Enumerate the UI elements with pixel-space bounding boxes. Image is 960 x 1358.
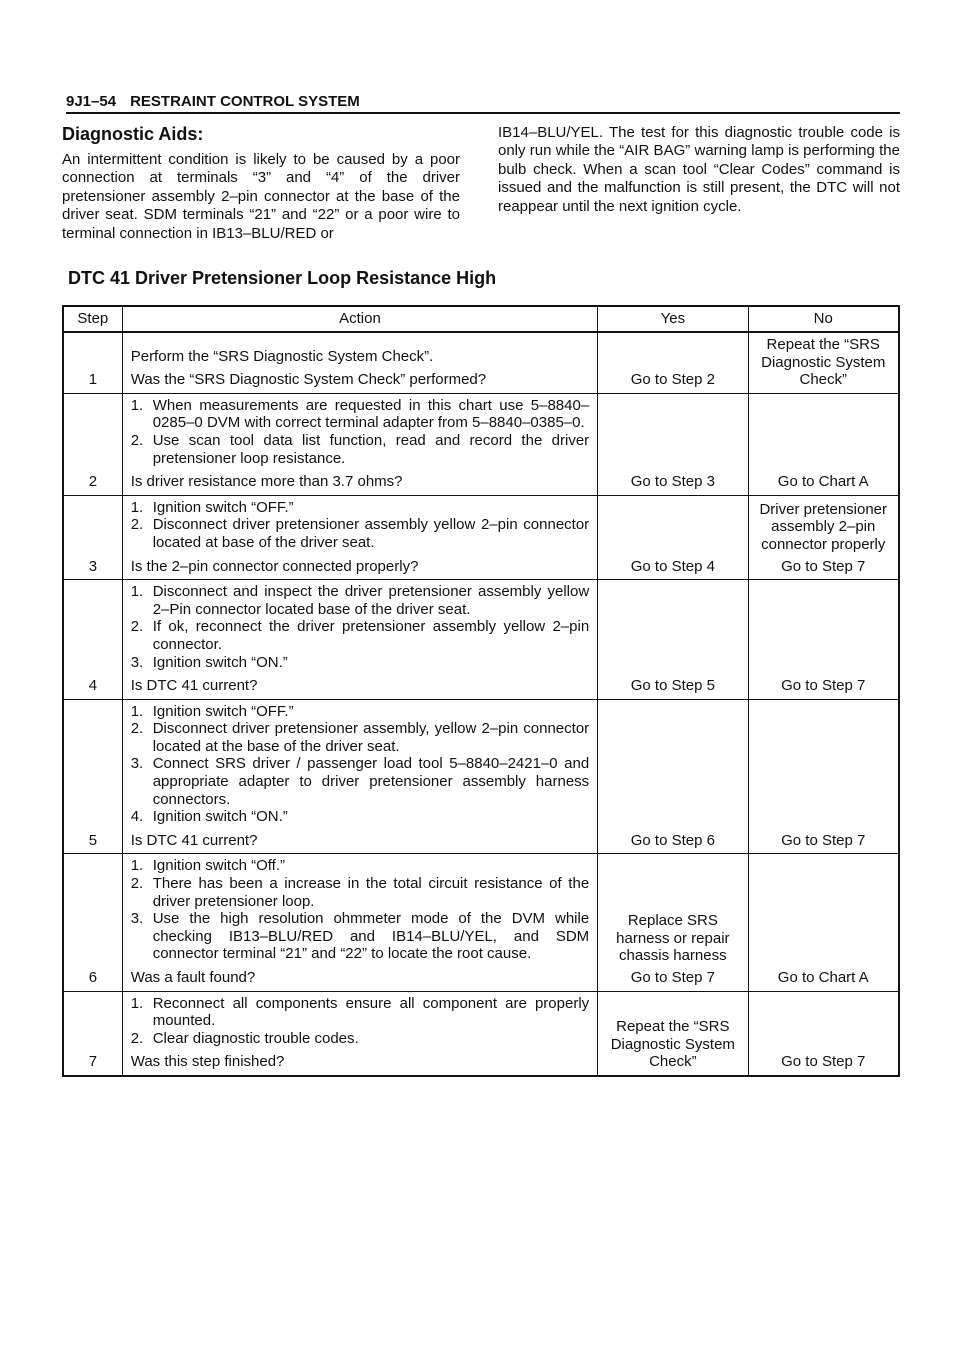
- action-step-text: Connect SRS driver / passenger load tool 5–8840–2421–0 and appropriate adapter to driver pretensioner assembly harness connectors.: [152, 755, 590, 808]
- action-step-text: Disconnect and inspect the driver pretensioner assembly yellow 2–Pin connector located base of the driver seat.: [152, 583, 590, 618]
- yes-cell: [598, 332, 748, 393]
- no-cell: [748, 854, 899, 991]
- table-header-row: [63, 306, 899, 332]
- no-result: Go to Step 7: [781, 677, 866, 695]
- no-result: Go to Chart A: [777, 969, 869, 986]
- diagnostic-aids-text-right: IB14–BLU/YEL. The test for this diagnostic trouble code is only run while the “AIR BAG” warning lamp is performing the bulb check. When a scan tool “Clear Codes” command is issued and the malfunction is still present, the DTC will not reappear until the next ignition cycle.: [498, 124, 900, 215]
- action-step-number: 1.: [130, 583, 144, 601]
- action-step-number: 1.: [130, 498, 144, 516]
- action-cell: [122, 854, 597, 991]
- action-step-text: Ignition switch “OFF.”: [152, 702, 294, 720]
- action-cell: [122, 991, 597, 1076]
- action-question: Was the “SRS Diagnostic System Check” performed?: [130, 371, 487, 389]
- action-question: Is DTC 41 current?: [130, 677, 258, 695]
- action-step-text: There has been a increase in the total circuit resistance of the driver pretensioner loop.: [152, 875, 590, 910]
- action-step-text: Disconnect driver pretensioner assembly, yellow 2–pin connector located at the base of the driver seat.: [152, 720, 590, 755]
- diagnostic-aids-left-column: [62, 124, 460, 243]
- table-row: [63, 854, 899, 991]
- action-step-number: 1.: [130, 396, 144, 414]
- table-row: [63, 699, 899, 854]
- yes-cell: [598, 495, 748, 579]
- action-step-text: Ignition switch “ON.”: [152, 808, 288, 826]
- action-steps-list: [131, 397, 589, 467]
- yes-cell: [598, 854, 748, 991]
- action-cell: [122, 580, 597, 700]
- action-step-number: 1.: [130, 857, 144, 875]
- action-step-number: 4.: [130, 808, 144, 826]
- action-step-item: [131, 1030, 589, 1048]
- action-step-text: Clear diagnostic trouble codes.: [152, 1029, 359, 1047]
- yes-result: Go to Step 5: [630, 677, 715, 695]
- table-row: [63, 580, 899, 700]
- yes-result: Go to Step 4: [630, 557, 715, 575]
- no-cell: [748, 393, 899, 495]
- diagnostic-aids-text-left: An intermittent condition is likely to be caused by a poor connection at terminals “3” and “4” of the driver pretensioner assembly 2–pin connector at the base of the driver seat. SDM terminals “21” and “22” or a poor wire to terminal connection in IB13–BLU/RED or: [62, 151, 460, 242]
- no-cell: [748, 495, 899, 579]
- action-step-text: Use the high resolution ohmmeter mode of the DVM while checking IB13–BLU/RED and IB14–BLU/YEL, and SDM connector terminal “21” and “22” to locate the root cause.: [152, 910, 590, 963]
- action-step-number: 2.: [130, 1029, 144, 1047]
- action-step-item: [131, 499, 589, 517]
- yes-cell: [598, 580, 748, 700]
- action-intro: Perform the “SRS Diagnostic System Check”.: [130, 347, 434, 365]
- action-step-item: [131, 397, 589, 432]
- step-number: 1: [63, 332, 122, 393]
- action-step-item: [131, 910, 589, 963]
- action-step-item: [131, 432, 589, 467]
- action-step-item: [131, 995, 589, 1030]
- action-step-item: [131, 808, 589, 826]
- step-number: 2: [63, 393, 122, 495]
- action-step-text: Disconnect driver pretensioner assembly yellow 2–pin connector located at base of the driver seat.: [152, 516, 590, 551]
- action-steps-list: [131, 995, 589, 1048]
- no-result: Repeat the “SRS Diagnostic System Check”: [761, 336, 886, 389]
- header-action: Action: [122, 306, 597, 332]
- section-title: RESTRAINT CONTROL SYSTEM: [130, 93, 360, 110]
- action-step-text: Ignition switch “Off.”: [152, 857, 285, 875]
- no-cell: [748, 332, 899, 393]
- yes-note: Replace SRS harness or repair chassis harness: [616, 912, 730, 965]
- step-number: 7: [63, 991, 122, 1076]
- action-steps-list: [131, 857, 589, 963]
- action-question: Was a fault found?: [130, 969, 256, 986]
- action-step-number: 3.: [130, 653, 144, 671]
- action-step-text: Ignition switch “ON.”: [152, 653, 288, 671]
- yes-result: Repeat the “SRS Diagnostic System Check”: [610, 1018, 735, 1071]
- action-step-item: [131, 654, 589, 672]
- no-result: Go to Step 7: [781, 1053, 866, 1071]
- action-steps-list: [131, 583, 589, 671]
- page-header: [66, 93, 900, 114]
- yes-result: Go to Step 3: [630, 473, 715, 491]
- action-cell: [122, 332, 597, 393]
- action-step-number: 1.: [130, 994, 144, 1012]
- action-step-item: [131, 618, 589, 653]
- action-step-text: Use scan tool data list function, read and record the driver pretensioner loop resistance.: [152, 431, 590, 467]
- dtc-title: DTC 41 Driver Pretensioner Loop Resistance High: [68, 268, 497, 288]
- yes-cell: [598, 991, 748, 1076]
- step-number: 5: [63, 699, 122, 854]
- yes-result: Go to Step 2: [630, 371, 715, 389]
- action-step-number: 1.: [130, 702, 144, 720]
- action-cell: [122, 495, 597, 579]
- action-step-text: Ignition switch “OFF.”: [152, 498, 294, 516]
- table-row: [63, 495, 899, 579]
- action-step-item: [131, 755, 589, 808]
- no-cell: [748, 580, 899, 700]
- action-step-number: 2.: [130, 720, 144, 738]
- header-yes: Yes: [598, 306, 748, 332]
- action-cell: [122, 393, 597, 495]
- no-cell: [748, 991, 899, 1076]
- yes-result: Go to Step 6: [630, 831, 715, 849]
- action-step-text: If ok, reconnect the driver pretensioner assembly yellow 2–pin connector.: [152, 618, 590, 653]
- action-steps-list: [131, 499, 589, 552]
- no-result: Go to Step 7: [781, 831, 866, 849]
- step-number: 3: [63, 495, 122, 579]
- action-step-number: 2.: [130, 875, 144, 893]
- section-code: 9J1–54: [66, 93, 117, 110]
- yes-result: Go to Step 7: [630, 969, 715, 986]
- action-step-item: [131, 857, 589, 875]
- action-step-number: 3.: [130, 910, 144, 928]
- action-step-item: [131, 583, 589, 618]
- action-step-text: Reconnect all components ensure all component are properly mounted.: [152, 994, 590, 1030]
- table-row: [63, 991, 899, 1076]
- diagnostic-aids-right-column: [498, 124, 900, 216]
- action-cell: [122, 699, 597, 854]
- no-result: Go to Chart A: [777, 473, 869, 491]
- table-row: [63, 393, 899, 495]
- no-note: Driver pretensioner assembly 2–pin connector properly: [759, 500, 888, 553]
- action-question: Is driver resistance more than 3.7 ohms?: [130, 473, 403, 491]
- action-question: Is DTC 41 current?: [130, 831, 258, 849]
- diagnostic-table: [62, 305, 900, 1077]
- diagnostic-aids-title: Diagnostic Aids:: [62, 124, 204, 144]
- table-body: [63, 332, 899, 1076]
- header-no: No: [748, 306, 899, 332]
- action-step-number: 3.: [130, 755, 144, 773]
- action-step-text: When measurements are requested in this chart use 5–8840–0285–0 DVM with correct terminal adapter from 5–8840–0385–0.: [152, 396, 590, 432]
- action-step-item: [131, 875, 589, 910]
- header-step: Step: [63, 306, 122, 332]
- table-row: [63, 332, 899, 393]
- action-question: Was this step finished?: [130, 1053, 285, 1071]
- action-step-item: [131, 516, 589, 551]
- step-number: 4: [63, 580, 122, 700]
- action-step-number: 2.: [130, 516, 144, 534]
- yes-cell: [598, 699, 748, 854]
- action-step-item: [131, 703, 589, 721]
- action-step-item: [131, 720, 589, 755]
- action-step-number: 2.: [130, 431, 144, 449]
- yes-cell: [598, 393, 748, 495]
- no-result: Go to Step 7: [781, 557, 866, 575]
- action-question: Is the 2–pin connector connected properly?: [130, 557, 419, 575]
- action-steps-list: [131, 703, 589, 826]
- action-step-number: 2.: [130, 618, 144, 636]
- no-cell: [748, 699, 899, 854]
- step-number: 6: [63, 854, 122, 991]
